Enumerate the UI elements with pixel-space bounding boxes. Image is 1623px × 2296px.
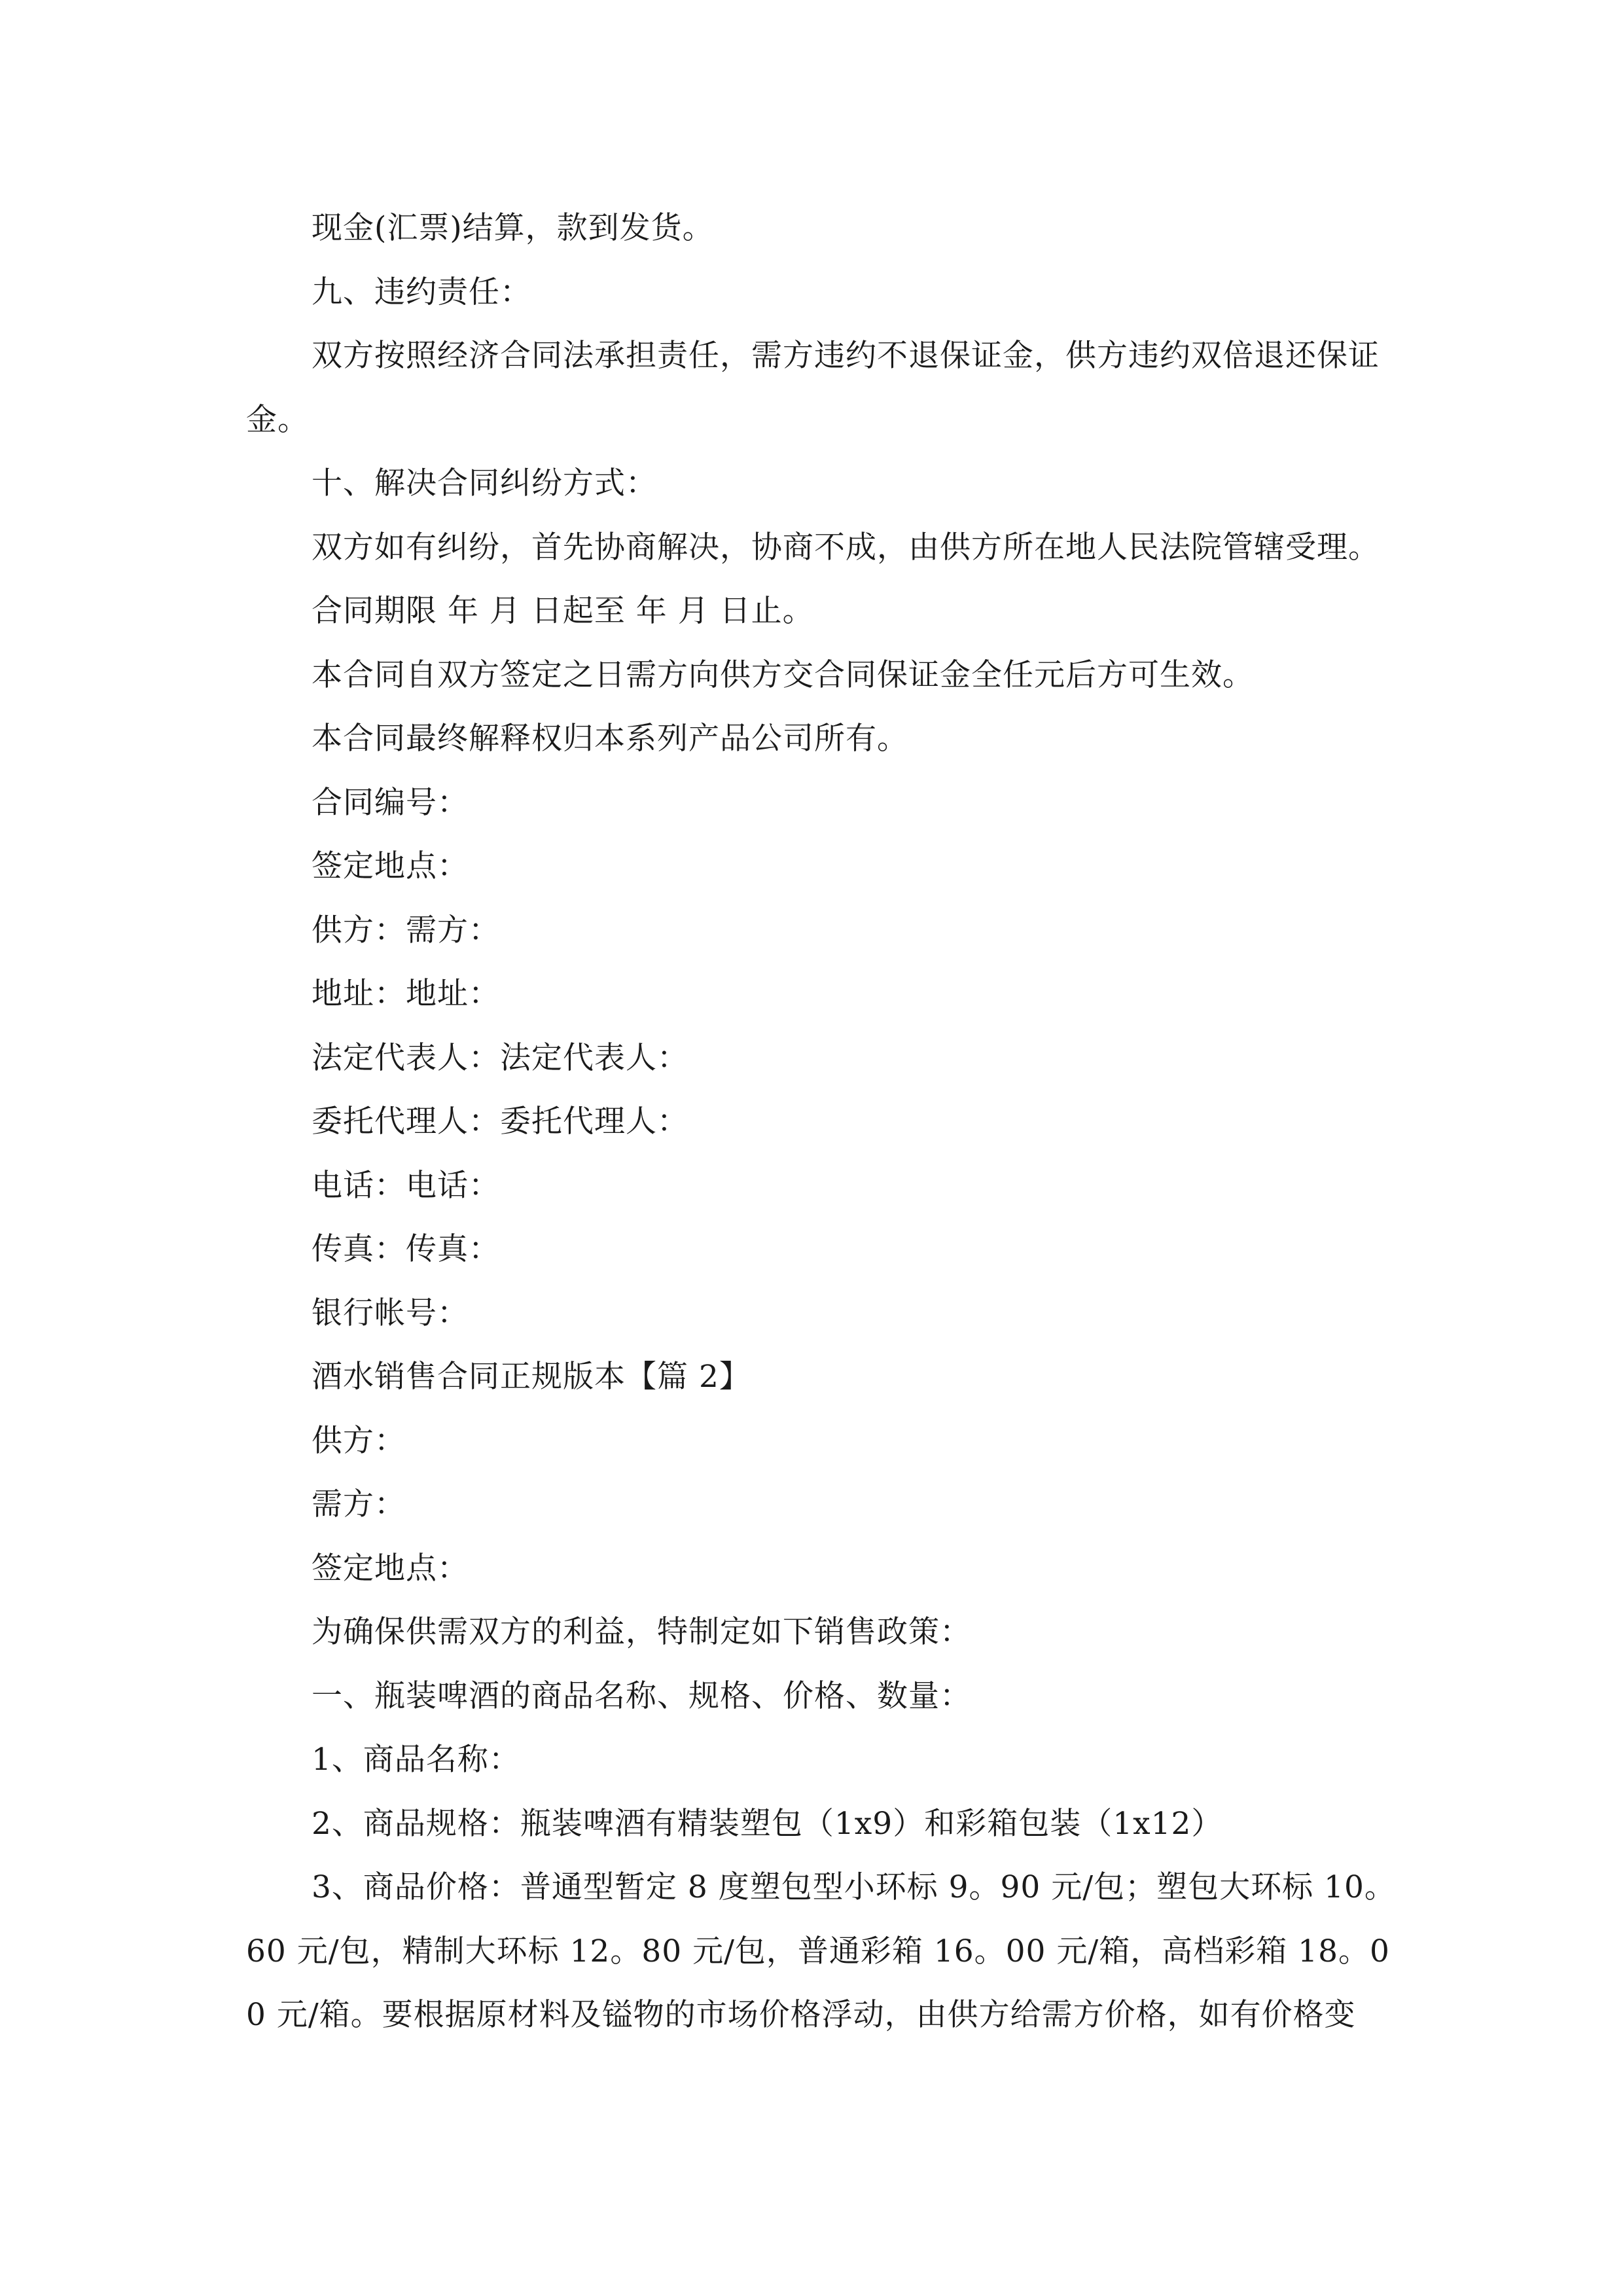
heading-breach-liability: 九、违约责任： bbox=[312, 274, 531, 310]
field-address: 地址：地址： bbox=[312, 976, 500, 1012]
paragraph-sales-policy-intro: 为确保供需双方的利益，特制定如下销售政策： bbox=[312, 1614, 971, 1650]
paragraph-contract-effective: 本合同自双方签定之日需方向供方交合同保证金全任元后方可生效。 bbox=[312, 656, 1254, 693]
field-contract-number: 合同编号： bbox=[312, 784, 469, 821]
field-parties: 供方：需方： bbox=[312, 912, 500, 948]
field-authorized-agent: 委托代理人：委托代理人： bbox=[312, 1103, 688, 1139]
field-supplier: 供方： bbox=[312, 1422, 406, 1459]
paragraph-dispute-resolution: 双方如有纠纷，首先协商解决，协商不成，由供方所在地人民法院管辖受理。 bbox=[312, 529, 1380, 565]
paragraph-contract-term: 合同期限 年 月 日起至 年 月 日止。 bbox=[312, 593, 814, 629]
field-buyer: 需方： bbox=[312, 1486, 406, 1522]
section-title-part-2: 酒水销售合同正规版本【篇 2】 bbox=[312, 1359, 751, 1395]
field-signing-place: 签定地点： bbox=[312, 848, 469, 884]
item-product-spec: 2、商品规格：瓶装啤酒有精装塑包（1x9）和彩箱包装（1x12） bbox=[312, 1805, 1223, 1842]
field-signing-place-2: 签定地点： bbox=[312, 1550, 469, 1587]
paragraph-interpretation-right: 本合同最终解释权归本系列产品公司所有。 bbox=[312, 721, 908, 757]
document-body bbox=[246, 196, 1398, 2047]
field-fax: 传真：传真： bbox=[312, 1231, 500, 1267]
field-bank-account: 银行帐号： bbox=[312, 1295, 469, 1331]
item-product-price: 3、商品价格：普通型暂定 8 度塑包型小环标 9。90 元/包；塑包大环标 10。60 元/包，精制大环标 12。80 元/包，普通彩箱 16。00 元/箱，高档彩箱 18。00 元/箱。要根据原材料及镒物的市场价格浮动，由供方给需方价格，如有价格变 bbox=[246, 1869, 1396, 2033]
heading-product-info: 一、瓶装啤酒的商品名称、规格、价格、数量： bbox=[312, 1677, 971, 1714]
paragraph-breach-liability: 双方按照经济合同法承担责任，需方违约不退保证金，供方违约双倍退还保证金。 bbox=[246, 338, 1380, 438]
heading-dispute-resolution: 十、解决合同纠纷方式： bbox=[312, 465, 657, 501]
field-legal-representative: 法定代表人：法定代表人： bbox=[312, 1039, 688, 1076]
paragraph-payment-terms: 现金(汇票)结算，款到发货。 bbox=[312, 210, 714, 246]
item-product-name: 1、商品名称： bbox=[312, 1742, 520, 1778]
field-phone: 电话：电话： bbox=[312, 1167, 500, 1204]
